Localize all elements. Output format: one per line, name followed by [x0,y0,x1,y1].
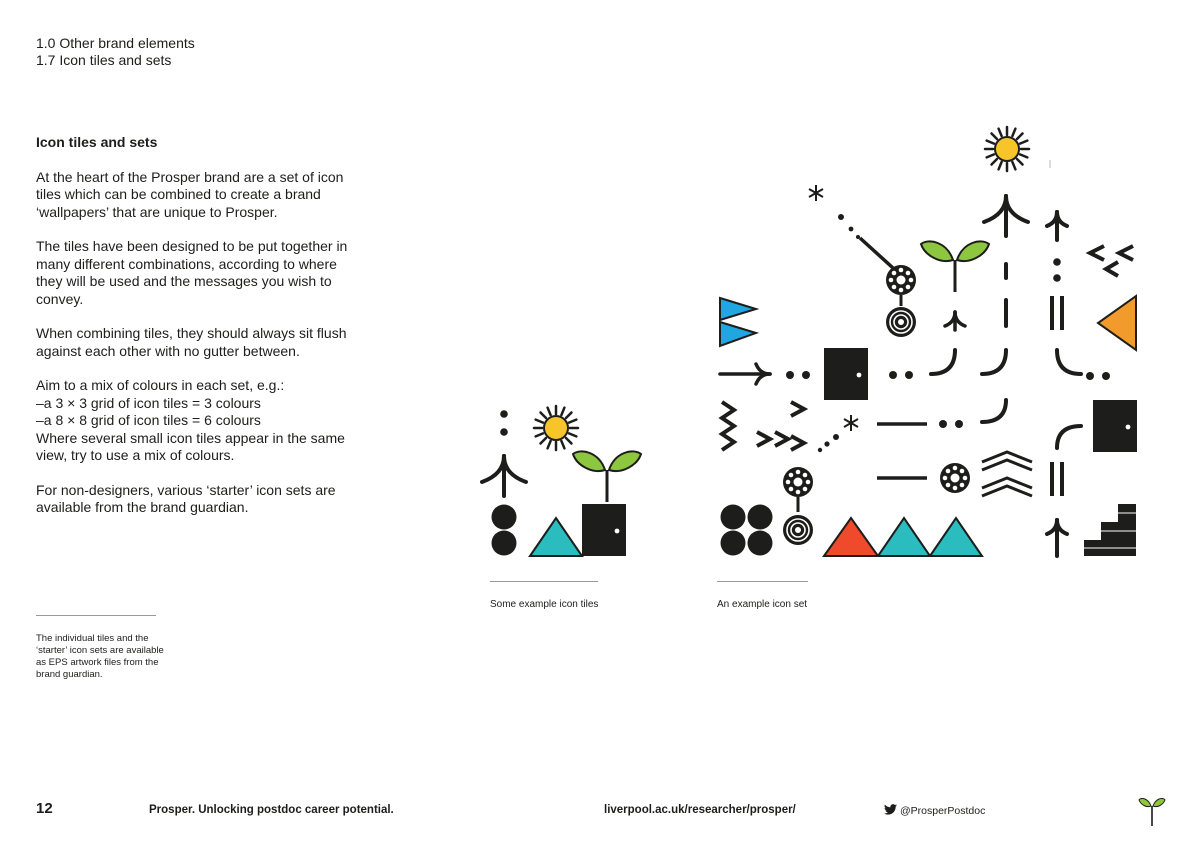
chevrons-right-icon [757,402,804,450]
paragraph-intro: At the heart of the Prosper brand are a set of icon tiles which can be combined to create a brand ‘wallpapers’ that are unique to Prosper. [36,168,344,220]
flower-icon [783,467,813,497]
fork-arrow-icon [984,196,1028,236]
footnote: The individual tiles and the ‘starter’ icon sets are available as EPS artwork files from the brand guardian. [36,633,164,680]
flag-icon [720,322,756,346]
dots-icon [500,410,508,436]
footer-tagline: Prosper. Unlocking postdoc career potential. [149,804,394,816]
paragraph-starter-sets: For non-designers, various ‘starter’ icon sets are available from the brand guardian. [36,481,336,515]
dotted-path-icon [818,434,839,452]
footer-url-link[interactable]: liverpool.ac.uk/researcher/prosper/ [604,804,796,816]
triangle-left-icon [1098,296,1136,350]
example-icon-tiles [482,406,641,556]
paragraph-combinations: The tiles have been designed to be put together in many different combinations, according to where they will be used and the messages you wish to convey. [36,238,348,307]
sun-icon [985,127,1029,171]
caption-example-set: An example icon set [717,599,808,610]
caption-rule [717,581,808,582]
sprout-icon [573,451,641,502]
chevrons-left-icon [1090,246,1133,276]
target-icon [886,307,916,337]
zigzag-lines-icon [982,452,1032,496]
breadcrumb-subsection: 1.7 Icon tiles and sets [36,52,172,68]
sun-icon [534,406,578,450]
paragraph-flush: When combining tiles, they should always sit flush against each other with no gutter between. [36,325,347,359]
curve-lines-icon [931,350,1081,448]
twitter-handle: @ProsperPostdoc [900,804,986,817]
parallel-lines-icon [1052,296,1062,330]
triangle-icon [824,518,878,556]
footer-twitter-link[interactable] [884,804,985,818]
triangle-icon [930,518,982,556]
sprout-logo-icon [1138,796,1166,826]
sprout-icon [921,241,989,292]
paragraph-colour-mix: Aim to a mix of colours in each set, e.g.: –a 3 × 3 grid of icon tiles = 3 colours –a 8 × 8 grid of icon tiles = 6 colours Where several small icon tiles appear in the same view, try to use a mix of colours. [36,377,345,463]
page-number: 12 [36,800,53,817]
arrow-right-icon [720,364,770,384]
door-icon [1093,400,1137,452]
twitter-bird-icon [884,804,897,818]
dotted-path-icon [838,214,860,239]
door-icon [824,348,868,400]
flower-icon [940,463,970,493]
triangle-icon [530,518,582,556]
caption-rule [490,581,598,582]
caption-example-tiles: Some example icon tiles [490,599,599,610]
section-heading: Icon tiles and sets [36,134,158,150]
four-circles-icon [721,505,773,556]
flag-icon [720,298,756,320]
flower-icon [886,265,916,295]
double-circle-icon [492,505,517,556]
example-icon-set [720,127,1137,556]
triangle-icon [878,518,930,556]
small-arrow-up-icon [945,312,965,330]
zigzag-icon [722,402,734,450]
door-icon [582,504,626,556]
fork-arrow-icon [482,456,526,496]
arrow-up-icon [1047,520,1067,556]
dots-icon [1053,258,1061,282]
parallel-lines-icon [1052,462,1062,496]
target-icon [783,515,813,545]
asterisk-icon [809,185,823,201]
asterisk-icon [844,415,858,431]
horizontal-line-icon [877,424,927,478]
arrow-up-icon [1047,212,1067,240]
breadcrumb-section: 1.0 Other brand elements [36,35,195,51]
